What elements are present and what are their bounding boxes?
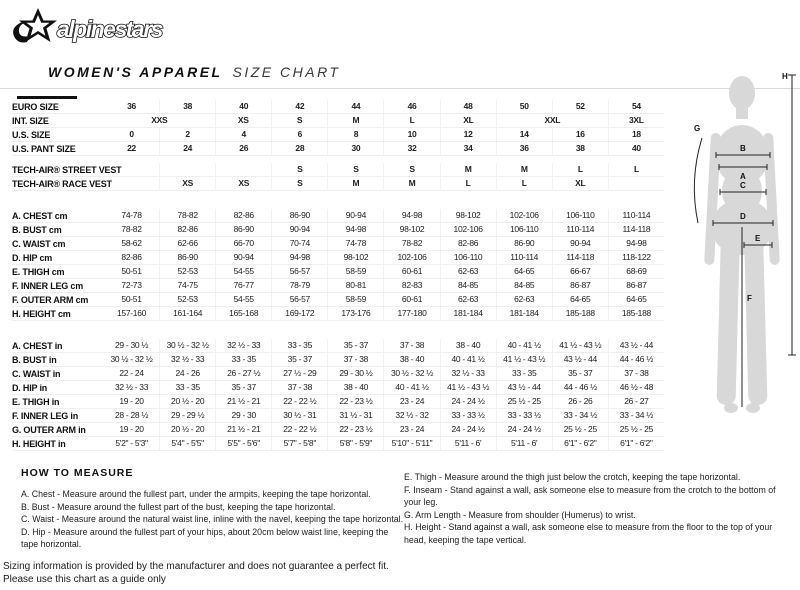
size-cell: 38 - 40	[440, 339, 496, 352]
label-D: D	[740, 212, 746, 221]
size-cell: 43 ½ - 44	[552, 353, 608, 366]
size-cell: 60-61	[383, 265, 439, 278]
size-cell: 16	[552, 128, 608, 141]
size-cell: XL	[552, 177, 608, 190]
table-row	[12, 100, 664, 114]
size-cell: L	[440, 177, 496, 190]
size-cell: 90-94	[271, 223, 327, 236]
size-cell: 38	[552, 142, 608, 155]
size-cell: 21 ½ - 21	[215, 423, 271, 436]
size-cell: 46 ½ - 48	[608, 381, 664, 394]
size-cell: 78-82	[159, 209, 215, 222]
size-cell: 36	[127, 101, 136, 111]
row-label: A. CHEST cm	[12, 210, 68, 221]
measure-instruction: D. Hip - Measure around the fullest part of your hips, about 20cm below waist line, keeping the tape horizontal.	[21, 526, 389, 550]
size-cell: 82-86	[159, 223, 215, 236]
alpinestars-star-icon	[13, 8, 57, 43]
size-cell: 29 - 29 ½	[159, 409, 215, 422]
size-cell: 52-53	[159, 265, 215, 278]
size-cell: 31 ½ - 31	[327, 409, 383, 422]
size-cell: 20 ½ - 20	[159, 423, 215, 436]
size-cell: 41 ½ - 43 ½	[552, 339, 608, 352]
size-cell: 78-79	[271, 279, 327, 292]
size-cell: 26 - 27	[608, 395, 664, 408]
size-cell: 33 - 35	[496, 367, 552, 380]
title-main: WOMEN'S APPAREL	[48, 64, 223, 80]
size-cell	[104, 177, 159, 190]
row-label: INT. SIZE	[12, 115, 49, 126]
size-cell	[215, 163, 271, 176]
size-cell: 173-176	[327, 307, 383, 320]
row-label: F. INNER LEG in	[12, 410, 79, 421]
size-cell: 42	[271, 100, 327, 113]
size-cell: 24	[159, 142, 215, 155]
row-label: F. INNER LEG cm	[12, 280, 84, 291]
size-cell: 43 ½ - 44	[608, 339, 664, 352]
size-cell: 36	[496, 142, 552, 155]
size-cell: 22 - 23 ½	[327, 395, 383, 408]
size-cell: XXL	[496, 114, 608, 127]
size-cell: 74-75	[159, 279, 215, 292]
size-cell: 86-87	[552, 279, 608, 292]
size-cell: L	[608, 163, 664, 176]
size-cell: 5'8" - 5'9"	[327, 437, 383, 450]
size-cell: 5'4" - 5'5"	[159, 437, 215, 450]
row-label: EURO SIZE	[12, 101, 59, 112]
size-cell: 86-87	[608, 279, 664, 292]
size-cell: 18	[608, 128, 664, 141]
size-cell: 114-118	[608, 223, 664, 236]
size-cell: 32	[383, 142, 439, 155]
row-label: G. OUTER ARM in	[12, 424, 86, 435]
size-cell: 32 ½ - 33	[440, 367, 496, 380]
size-cell: L	[552, 163, 608, 176]
size-cell: 12	[440, 128, 496, 141]
size-cell: XS	[215, 114, 271, 127]
size-cell: 22 - 22 ½	[271, 395, 327, 408]
size-cell: 19 - 20	[119, 424, 144, 434]
size-cell: 5'7" - 5'8"	[271, 437, 327, 450]
measure-instruction: A. Chest - Measure around the fullest part, under the armpits, keeping the tape horizontal.	[21, 489, 371, 499]
size-cell: S	[271, 177, 327, 190]
size-cell: 86-90	[159, 251, 215, 264]
size-cell: 84-85	[496, 279, 552, 292]
row-label: F. OUTER ARM cm	[12, 294, 89, 305]
row-label: TECH-AIR® STREET VEST	[12, 164, 122, 175]
size-cell: 44 - 46 ½	[552, 381, 608, 394]
size-cell: 66-67	[552, 265, 608, 278]
size-cell: 80-81	[327, 279, 383, 292]
table-row	[12, 353, 664, 367]
size-cell: 66-70	[215, 237, 271, 250]
size-cell: 40 - 41 ½	[383, 381, 439, 394]
size-cell: 38 - 40	[327, 381, 383, 394]
size-cell: 165-168	[215, 307, 271, 320]
size-cell: 33 - 35	[159, 381, 215, 394]
size-cell: 2	[159, 128, 215, 141]
size-cell: 30	[327, 142, 383, 155]
size-cell: 84-85	[440, 279, 496, 292]
size-cell: 28 - 28 ½	[114, 410, 149, 420]
size-cell: 78-82	[121, 224, 142, 234]
table-group-gap	[12, 191, 664, 209]
size-cell: 64-65	[608, 293, 664, 306]
size-cell	[104, 163, 159, 176]
size-cell: 40 - 41 ½	[496, 339, 552, 352]
measure-instruction: F. Inseam - Stand against a wall, ask someone else to measure from the crotch to the bottom of your leg.	[404, 484, 776, 508]
disclaimer	[3, 560, 389, 586]
size-cell: 26 - 27 ½	[215, 367, 271, 380]
measure-instruction: B. Bust - Measure around the fullest part of the bust, keeping the tape horizontal.	[21, 501, 336, 512]
label-C: C	[740, 181, 746, 190]
size-cell: M	[496, 163, 552, 176]
size-cell: 90-94	[552, 237, 608, 250]
size-cell: 37 - 38	[327, 353, 383, 366]
size-cell: 54-55	[215, 293, 271, 306]
table-row	[12, 307, 664, 321]
size-cell: 62-66	[159, 237, 215, 250]
label-A: A	[740, 172, 746, 181]
size-cell: 22	[127, 143, 136, 153]
size-cell: 32 ½ - 33	[114, 382, 149, 392]
size-cell: 82-86	[121, 252, 142, 262]
size-cell: 86-90	[215, 223, 271, 236]
row-label: H. HEIGHT cm	[12, 308, 71, 319]
size-cell: 70-74	[271, 237, 327, 250]
size-cell: 25 ½ - 25	[496, 395, 552, 408]
size-cell: 64-65	[552, 293, 608, 306]
size-cell: 22 - 23 ½	[327, 423, 383, 436]
size-cell: 40	[608, 142, 664, 155]
size-cell: L	[496, 177, 552, 190]
size-cell: M	[327, 177, 383, 190]
page-title	[48, 64, 340, 80]
size-cell: 76-77	[215, 279, 271, 292]
size-cell: 110-114	[608, 209, 664, 222]
size-cell: 185-188	[552, 307, 608, 320]
size-cell: XS	[215, 177, 271, 190]
size-table	[12, 100, 664, 451]
label-E: E	[755, 234, 761, 243]
table-row	[12, 293, 664, 307]
size-cell: 102-106	[383, 251, 439, 264]
size-cell: 181-184	[496, 307, 552, 320]
size-cell: 86-90	[271, 209, 327, 222]
row-label: U.S. PANT SIZE	[12, 143, 76, 154]
row-label: D. HIP cm	[12, 252, 53, 263]
size-cell: 33 - 35	[215, 353, 271, 366]
size-cell: 5'2" - 5'3"	[115, 438, 148, 448]
size-cell: 32 ½ - 32	[383, 409, 439, 422]
size-cell: 22 - 22 ½	[271, 423, 327, 436]
row-label: B. BUST cm	[12, 224, 62, 235]
size-cell: 33 - 33 ½	[496, 409, 552, 422]
size-cell: 52	[552, 100, 608, 113]
size-cell: 23 - 24	[383, 395, 439, 408]
size-cell: XS	[159, 177, 215, 190]
how-to-measure-section	[21, 467, 793, 551]
size-cell: 28	[271, 142, 327, 155]
size-cell: 27 ½ - 29	[271, 367, 327, 380]
size-cell: 21 ½ - 21	[215, 395, 271, 408]
table-row	[12, 423, 664, 437]
size-cell: 94-98	[608, 237, 664, 250]
table-row	[12, 395, 664, 409]
table-row	[12, 114, 664, 128]
size-cell: S	[383, 163, 439, 176]
size-cell: 58-59	[327, 293, 383, 306]
size-cell: M	[327, 114, 383, 127]
table-row	[12, 142, 664, 156]
size-cell: 14	[496, 128, 552, 141]
table-row	[12, 437, 664, 451]
row-label: E. THIGH cm	[12, 266, 65, 277]
disclaimer-line2: Please use this chart as a guide only	[3, 574, 166, 585]
size-cell: 30 ½ - 31	[271, 409, 327, 422]
measure-instruction: C. Waist - Measure around the natural waist line, inline with the navel, keeping the tape horizontal.	[21, 514, 404, 525]
size-cell: 177-180	[383, 307, 439, 320]
size-cell: 102-106	[496, 209, 552, 222]
row-label: A. CHEST in	[12, 340, 63, 351]
size-cell: 78-82	[383, 237, 439, 250]
size-cell: 40	[215, 100, 271, 113]
size-cell: 29 - 30 ½	[327, 367, 383, 380]
size-cell: 118-122	[608, 251, 664, 264]
size-cell: 110-114	[496, 251, 552, 264]
body-diagram	[688, 55, 800, 485]
size-cell: 35 - 37	[215, 381, 271, 394]
size-cell: 5'10" - 5'11"	[383, 437, 439, 450]
table-row	[12, 367, 664, 381]
size-cell: 54-55	[215, 265, 271, 278]
size-cell: 82-86	[440, 237, 496, 250]
size-cell: 94-98	[271, 251, 327, 264]
size-cell: 35 - 37	[327, 339, 383, 352]
size-cell: 60-61	[383, 293, 439, 306]
table-group-gap	[12, 321, 664, 339]
size-cell: M	[383, 177, 439, 190]
size-cell: 6	[271, 128, 327, 141]
size-cell: 6'1" - 6'2"	[552, 437, 608, 450]
size-cell: 110-114	[552, 223, 608, 236]
size-cell	[159, 163, 215, 176]
size-cell: 38 - 40	[383, 353, 439, 366]
size-cell: XL	[440, 114, 496, 127]
size-cell: 0	[129, 129, 134, 139]
size-cell: 58-59	[327, 265, 383, 278]
size-cell: 24 - 24 ½	[496, 423, 552, 436]
size-cell: 25 ½ - 25	[552, 423, 608, 436]
size-cell: 22 - 24	[119, 368, 144, 378]
size-cell: 74-78	[327, 237, 383, 250]
size-cell: 56-57	[271, 265, 327, 278]
size-cell: L	[383, 114, 439, 127]
size-cell: 157-160	[116, 308, 147, 318]
size-cell: 5'11 - 6'	[440, 437, 496, 450]
disclaimer-line1: Sizing information is provided by the manufacturer and does not guarantee a perfect fit.	[3, 561, 389, 572]
size-cell: 41 ½ - 43 ½	[440, 381, 496, 394]
size-cell: 82-83	[383, 279, 439, 292]
size-cell: 114-118	[552, 251, 608, 264]
size-cell: 54	[608, 100, 664, 113]
size-cell: 98-102	[327, 251, 383, 264]
size-cell: 40 - 41 ½	[440, 353, 496, 366]
size-cell: 43 ½ - 44	[496, 381, 552, 394]
size-cell: 26 - 26	[552, 395, 608, 408]
size-cell: 6'1" - 6'2"	[608, 437, 664, 450]
size-cell: 106-110	[552, 209, 608, 222]
size-cell: 50-51	[121, 266, 142, 276]
table-row	[12, 223, 664, 237]
size-cell: 30 ½ - 32 ½	[383, 367, 439, 380]
measure-instruction: G. Arm Length - Measure from shoulder (Humerus) to wrist.	[404, 509, 636, 520]
size-cell: 90-94	[327, 209, 383, 222]
row-label: U.S. SIZE	[12, 129, 51, 140]
size-cell	[608, 177, 664, 190]
size-cell: 94-98	[327, 223, 383, 236]
size-cell: 50	[496, 100, 552, 113]
table-group-gap	[12, 156, 664, 163]
size-cell: 19 - 20	[119, 396, 144, 406]
table-row	[12, 339, 664, 353]
size-cell: 62-63	[496, 293, 552, 306]
table-row	[12, 128, 664, 142]
title-sub: SIZE CHART	[232, 64, 341, 80]
row-label: C. WAIST in	[12, 368, 61, 379]
size-cell: 48	[440, 100, 496, 113]
size-cell: 33 - 34 ½	[552, 409, 608, 422]
size-cell: 94-98	[383, 209, 439, 222]
size-cell: 58-62	[121, 238, 142, 248]
size-cell: 38	[159, 100, 215, 113]
measure-instruction: E. Thigh - Measure around the thigh just below the crotch, keeping the tape horizontal.	[404, 472, 741, 482]
size-cell: 34	[440, 142, 496, 155]
label-H: H	[782, 72, 788, 81]
title-divider	[0, 88, 800, 89]
table-row	[12, 163, 664, 177]
size-cell: 102-106	[440, 223, 496, 236]
size-cell: 20 ½ - 20	[159, 395, 215, 408]
size-cell: 181-184	[440, 307, 496, 320]
size-cell: 82-86	[215, 209, 271, 222]
row-label: D. HIP in	[12, 382, 48, 393]
row-label: H. HEIGHT in	[12, 438, 66, 449]
table-row	[12, 381, 664, 395]
size-cell: XXS	[151, 115, 168, 125]
size-cell: 44	[327, 100, 383, 113]
size-cell: 44 - 46 ½	[608, 353, 664, 366]
size-cell: 161-164	[159, 307, 215, 320]
size-cell: 33 - 35	[271, 339, 327, 352]
size-cell: M	[440, 163, 496, 176]
size-cell: 169-172	[271, 307, 327, 320]
table-row	[12, 209, 664, 223]
size-cell: 52-53	[159, 293, 215, 306]
row-label: B. BUST in	[12, 354, 57, 365]
label-B: B	[740, 144, 746, 153]
measure-instruction: H. Height - Stand against a wall, ask someone else to measure from the floor to the top of your head, keeping the tape vertical.	[404, 522, 773, 545]
size-cell: 32 ½ - 33	[159, 353, 215, 366]
how-to-measure-title: HOW TO MEASURE	[21, 467, 134, 479]
row-label: C. WAIST cm	[12, 238, 66, 249]
size-cell: 33 - 34 ½	[608, 409, 664, 422]
row-label: E. THIGH in	[12, 396, 60, 407]
size-cell: 64-65	[496, 265, 552, 278]
logo-wordmark: alpinestars	[57, 16, 162, 42]
alpinestars-logo	[10, 6, 170, 50]
size-cell: 24 - 24 ½	[440, 423, 496, 436]
size-cell: 46	[383, 100, 439, 113]
height-line-H	[788, 75, 796, 355]
size-cell: 68-69	[608, 265, 664, 278]
size-cell: 74-78	[121, 210, 142, 220]
size-cell: 3XL	[608, 114, 664, 127]
size-cell: 72-73	[121, 280, 142, 290]
size-cell: S	[327, 163, 383, 176]
table-row	[12, 177, 664, 191]
size-cell: 98-102	[383, 223, 439, 236]
how-to-measure-left-column	[21, 488, 404, 551]
size-cell: 29 - 30	[215, 409, 271, 422]
size-cell: 26	[215, 142, 271, 155]
size-cell: 30 ½ - 32 ½	[110, 354, 153, 364]
size-cell: 10	[383, 128, 439, 141]
size-cell: 5'5" - 5'6"	[215, 437, 271, 450]
size-cell: 35 - 37	[552, 367, 608, 380]
size-cell: 90-94	[215, 251, 271, 264]
size-cell: 62-63	[440, 265, 496, 278]
size-cell: 32 ½ - 33	[215, 339, 271, 352]
size-cell: 62-63	[440, 293, 496, 306]
size-cell: 37 - 38	[271, 381, 327, 394]
label-G: G	[694, 124, 701, 133]
size-cell: S	[271, 163, 327, 176]
size-cell: 35 - 37	[271, 353, 327, 366]
size-cell: 30 ½ - 32 ½	[159, 339, 215, 352]
table-row	[12, 237, 664, 251]
size-cell: S	[271, 114, 327, 127]
table-top-accent-bar	[17, 96, 77, 99]
table-row	[12, 251, 664, 265]
size-cell: 106-110	[440, 251, 496, 264]
size-cell: 185-188	[608, 307, 664, 320]
size-cell: 106-110	[496, 223, 552, 236]
size-cell: 50-51	[121, 294, 142, 304]
row-label: TECH-AIR® RACE VEST	[12, 178, 112, 189]
table-row	[12, 409, 664, 423]
size-cell: 56-57	[271, 293, 327, 306]
size-cell: 8	[327, 128, 383, 141]
table-row	[12, 279, 664, 293]
size-cell: 98-102	[440, 209, 496, 222]
size-cell: 33 - 33 ½	[440, 409, 496, 422]
size-cell: 41 ½ - 43 ½	[496, 353, 552, 366]
size-cell: 5'11 - 6'	[496, 437, 552, 450]
arm-length-line-G	[694, 138, 702, 223]
size-cell: 24 - 24 ½	[440, 395, 496, 408]
size-cell: 23 - 24	[383, 423, 439, 436]
table-row	[12, 265, 664, 279]
size-cell: 29 - 30 ½	[114, 340, 149, 350]
size-cell: 4	[215, 128, 271, 141]
size-cell: 37 - 38	[383, 339, 439, 352]
label-F: F	[747, 294, 752, 303]
size-cell: 86-90	[496, 237, 552, 250]
size-cell: 24 - 26	[159, 367, 215, 380]
size-cell: 25 ½ - 25	[608, 423, 664, 436]
size-cell: 37 - 38	[608, 367, 664, 380]
